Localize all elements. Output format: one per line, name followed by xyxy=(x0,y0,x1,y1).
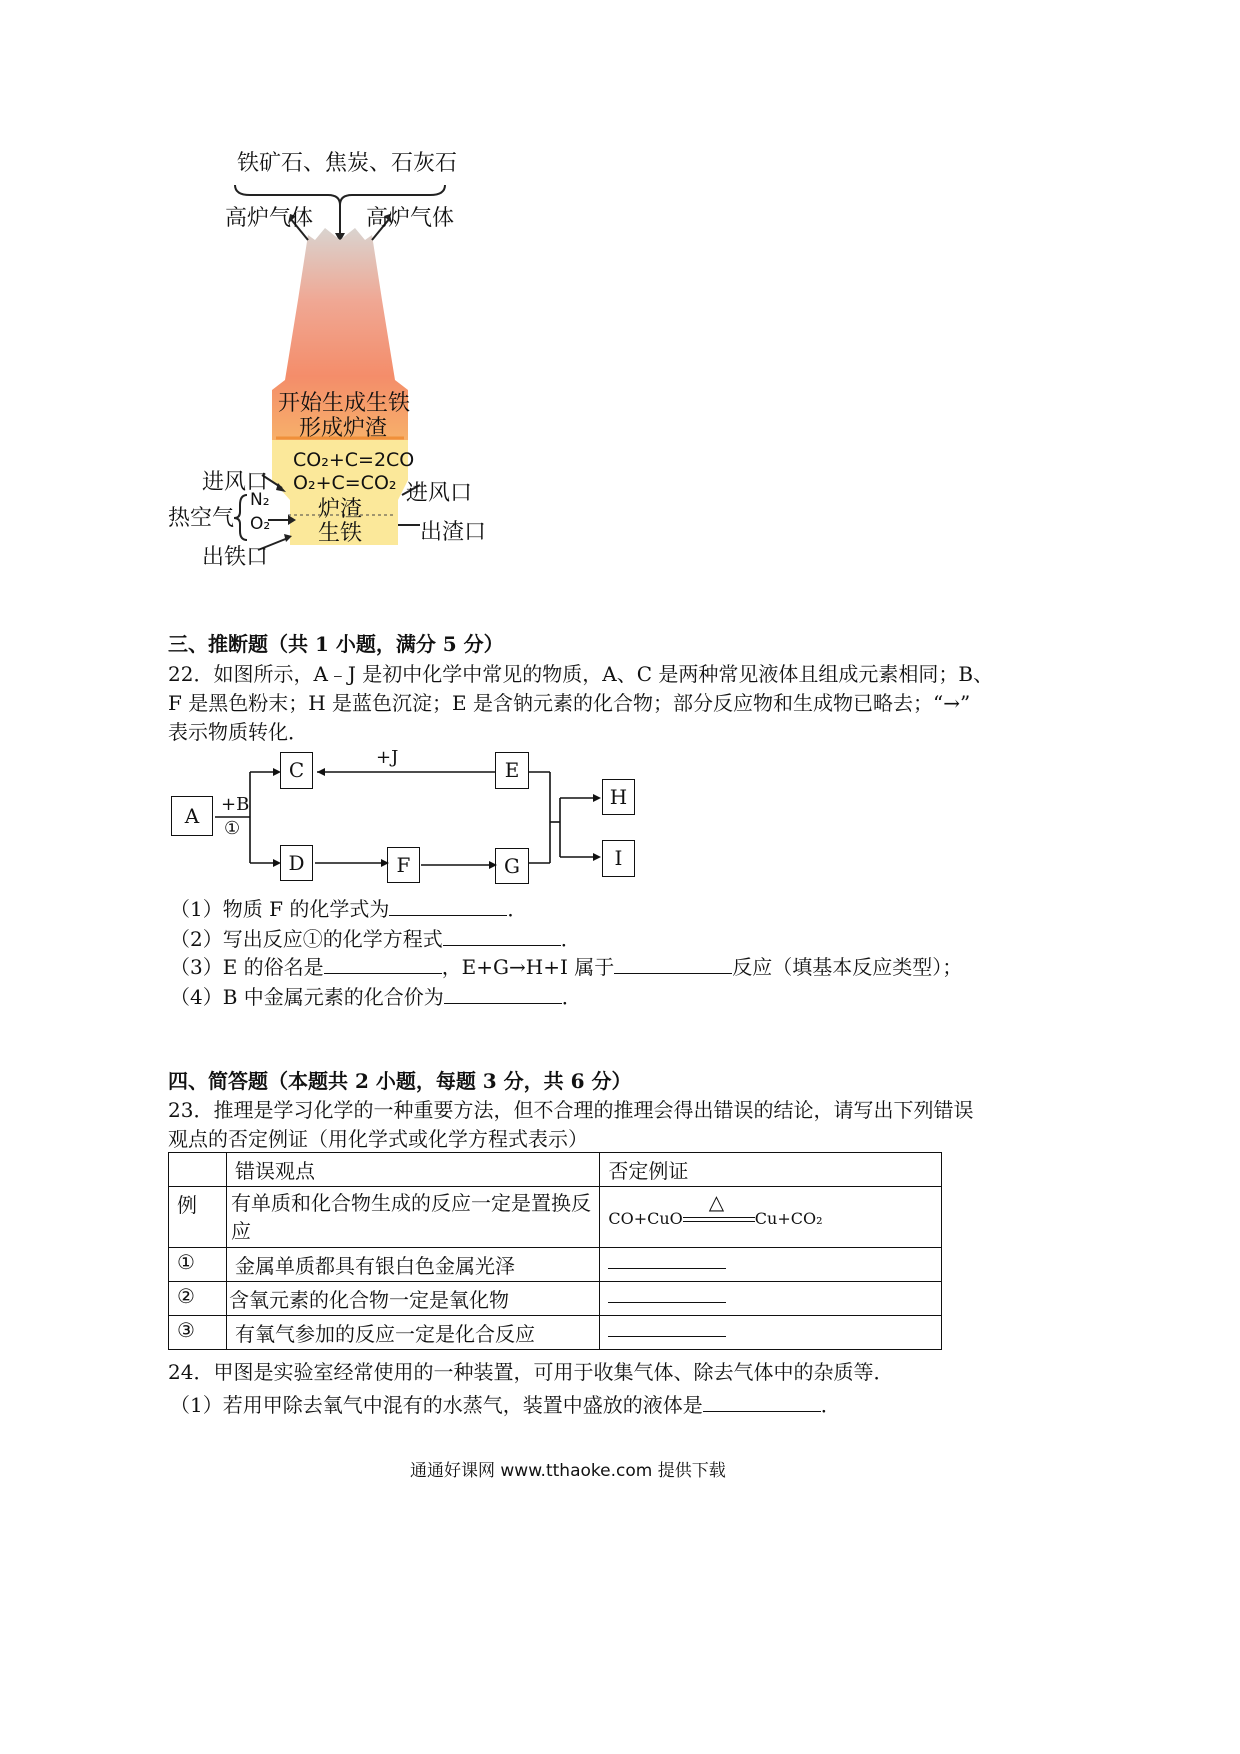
furnace-reaction-1: CO₂+C=2CO xyxy=(293,449,415,471)
table-row xyxy=(169,1316,942,1350)
q22-sub3-text: （3）E 的俗名是 xyxy=(170,955,324,979)
example-text-2: 应 xyxy=(230,1219,251,1243)
q22-sub3-mid: ，E+G→H+I 属于 xyxy=(441,955,615,979)
n2-label: N₂ xyxy=(250,490,270,510)
table-row-text: 金属单质都具有银白色金属光泽 xyxy=(226,1248,599,1282)
q22-sub2 xyxy=(170,923,581,952)
q22-sub4 xyxy=(170,981,582,1010)
q22-sub3 xyxy=(170,951,962,980)
hot-air-label: 热空气 xyxy=(168,506,235,531)
table-header-blank xyxy=(169,1153,227,1187)
table-header-wrong-view: 错误观点 xyxy=(226,1153,599,1187)
furnace-reaction-2: O₂+C=CO₂ xyxy=(293,472,397,494)
q22-text-line2: F 是黑色粉末；H 是蓝色沉淀；E 是含钠元素的化合物；部分反应物和生成物已略去；“→” xyxy=(168,691,971,715)
q22-text-line1: 22．如图所示，A﹣J 是初中化学中常见的物质，A、C 是两种常见液体且组成元素相同；B、 xyxy=(168,662,994,686)
label-reaction-1: ① xyxy=(224,818,241,839)
table-row-text: 有氧气参加的反应一定是化合反应 xyxy=(226,1316,599,1350)
label-plus-b: +B xyxy=(221,794,250,815)
slag-outlet-label: 出渣口 xyxy=(420,520,487,545)
answer-blank-row1[interactable] xyxy=(608,1250,726,1269)
furnace-pig-iron-label: 生铁 xyxy=(318,521,363,546)
answer-blank-f[interactable] xyxy=(389,897,507,916)
table-header-row xyxy=(169,1153,942,1187)
node-d: D xyxy=(280,845,313,881)
table-row-answer xyxy=(600,1316,942,1350)
section4-heading: 四、简答题（本题共 2 小题，每题 3 分，共 6 分） xyxy=(168,1069,632,1093)
answer-blank-reaction-type[interactable] xyxy=(614,955,732,974)
node-e: E xyxy=(495,752,529,789)
table-row-example-equation xyxy=(600,1187,942,1248)
table-row xyxy=(169,1282,942,1316)
label-plus-j: +J xyxy=(376,747,399,768)
node-a: A xyxy=(171,796,213,836)
q22-sub1-text: （1）物质 F 的化学式为 xyxy=(170,897,390,921)
answer-blank-row2[interactable] xyxy=(608,1284,726,1303)
answer-blank-e-name[interactable] xyxy=(324,955,442,974)
node-c: C xyxy=(280,752,313,789)
furnace-gas-right-label: 高炉气体 xyxy=(366,206,455,231)
air-inlet-right-label: 进风口 xyxy=(406,481,473,506)
section3-heading: 三、推断题（共 1 小题，满分 5 分） xyxy=(168,632,504,656)
answer-blank-equation[interactable] xyxy=(443,927,561,946)
table-row xyxy=(169,1187,942,1248)
furnace-zone-label-1: 开始生成生铁 xyxy=(278,391,411,416)
node-h: H xyxy=(602,779,635,815)
q24-sub1 xyxy=(170,1389,841,1418)
q22-text-line3: 表示物质转化． xyxy=(168,720,308,744)
table-row-label: ② xyxy=(169,1282,227,1316)
furnace-gas-left-label: 高炉气体 xyxy=(225,206,314,231)
q24-text-line1: 24．甲图是实验室经常使用的一种装置，可用于收集气体、除去气体中的杂质等． xyxy=(168,1360,894,1384)
table-row-label: ③ xyxy=(169,1316,227,1350)
q22-sub2-end: ． xyxy=(560,927,581,951)
q22-sub3-end: 反应（填基本反应类型）； xyxy=(732,955,963,979)
table-row-answer xyxy=(600,1282,942,1316)
q23-text-line1: 23．推理是学习化学的一种重要方法，但不合理的推理会得出错误的结论，请写出下列错误 xyxy=(168,1098,974,1122)
table-header-counterexample: 否定例证 xyxy=(600,1153,942,1187)
q22-sub4-end: ． xyxy=(561,985,582,1009)
table-row-text xyxy=(226,1187,599,1248)
node-i: I xyxy=(602,840,635,877)
node-g: G xyxy=(495,848,529,884)
q24-sub1-text: （1）若用甲除去氧气中混有的水蒸气，装置中盛放的液体是 xyxy=(170,1393,703,1417)
answer-blank-liquid[interactable] xyxy=(703,1393,821,1412)
example-text-1: 有单质和化合物生成的反应一定是置换反 xyxy=(230,1191,591,1215)
q23-text-line2: 观点的否定例证（用化学式或化学方程式表示） xyxy=(168,1127,588,1151)
node-f: F xyxy=(387,847,420,883)
furnace-slag-label: 炉渣 xyxy=(318,497,363,522)
eq-arrow xyxy=(683,1189,755,1226)
eq-left: CO+CuO xyxy=(608,1209,683,1228)
table-row-answer xyxy=(600,1248,942,1282)
o2-label: O₂ xyxy=(250,514,271,534)
iron-outlet-label: 出铁口 xyxy=(202,545,269,570)
q22-sub4-text: （4）B 中金属元素的化合价为 xyxy=(170,985,444,1009)
table-row-label: ① xyxy=(169,1248,227,1282)
q22-sub2-text: （2）写出反应①的化学方程式 xyxy=(170,927,443,951)
table-row-label: 例 xyxy=(169,1187,227,1248)
page-footer: 通通好课网 www.tthaoke.com 提供下载 xyxy=(410,1461,726,1481)
answer-blank-row3[interactable] xyxy=(608,1318,726,1337)
q24-sub1-end: ． xyxy=(820,1393,841,1417)
heat-triangle-icon: △ xyxy=(708,1189,725,1214)
eq-right: Cu+CO₂ xyxy=(754,1209,823,1228)
answer-blank-valence[interactable] xyxy=(444,985,562,1004)
furnace-inputs-label: 铁矿石、焦炭、石灰石 xyxy=(237,151,458,176)
table-row xyxy=(169,1248,942,1282)
furnace-zone-label-2: 形成炉渣 xyxy=(299,416,388,441)
table-row-text: 含氧元素的化合物一定是氧化物 xyxy=(226,1282,599,1316)
q22-sub1 xyxy=(170,893,527,922)
air-inlet-left-label: 进风口 xyxy=(202,470,269,495)
q23-table xyxy=(168,1152,942,1350)
q22-sub1-end: ． xyxy=(507,897,528,921)
